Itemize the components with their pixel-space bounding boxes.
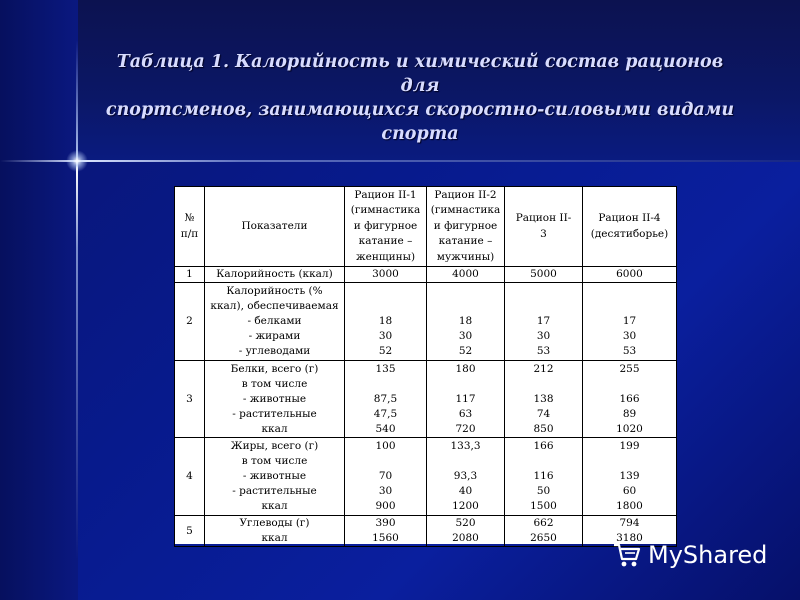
table-row [175, 438, 677, 516]
cell-ration-2: 133,3 93,3 40 1200 [427, 438, 505, 516]
row-label: Углеводы (г) ккал [205, 516, 345, 547]
title-line-1: Таблица 1. Калорийность и химический состав рационов для [116, 52, 724, 96]
cell-ration-4: 794 3180 [583, 516, 677, 547]
cell-ration-3: 5000 [505, 267, 583, 283]
cell-ration-2: 18 30 52 [427, 283, 505, 361]
cell-ration-3: 212 138 74 850 [505, 361, 583, 438]
logo-text: MyShared [648, 541, 768, 569]
row-number: 3 [175, 361, 205, 438]
row-label: Калорийность (% ккал), обеспечиваемая - белками - жирами - углеводами [205, 283, 345, 361]
cell-ration-1: 3000 [345, 267, 427, 283]
header-ration-2: Рацион II-2 (гимнастика и фигурное катание – мужчины) [427, 187, 505, 267]
myshared-logo[interactable] [612, 537, 767, 573]
cell-ration-1: 135 87,5 47,5 540 [345, 361, 427, 438]
cell-ration-2: 520 2080 [427, 516, 505, 547]
cell-ration-1: 390 1560 [345, 516, 427, 547]
header-ration-1: Рацион II-1 (гимнастика и фигурное катание – женщины) [345, 187, 427, 267]
header-ration-3: Рацион II- 3 [505, 187, 583, 267]
cell-ration-4: 17 30 53 [583, 283, 677, 361]
row-label: Белки, всего (г) в том числе - животные - растительные ккал [205, 361, 345, 438]
sparkle-vertical [76, 40, 78, 560]
cell-ration-4: 199 139 60 1800 [583, 438, 677, 516]
row-number: 1 [175, 267, 205, 283]
row-number: 2 [175, 283, 205, 361]
cell-ration-3: 17 30 53 [505, 283, 583, 361]
cell-ration-3: 662 2650 [505, 516, 583, 547]
cell-ration-1: 18 30 52 [345, 283, 427, 361]
row-label: Калорийность (ккал) [205, 267, 345, 283]
cell-ration-1: 100 70 30 900 [345, 438, 427, 516]
table-row [175, 516, 677, 547]
cell-ration-2: 180 117 63 720 [427, 361, 505, 438]
sparkle-horizontal [0, 160, 800, 162]
table-row [175, 361, 677, 438]
row-number: 4 [175, 438, 205, 516]
sparkle-star-icon [66, 150, 88, 172]
cell-ration-2: 4000 [427, 267, 505, 283]
left-decoration [0, 0, 78, 600]
header-number: № п/п [175, 187, 205, 267]
table-row [175, 283, 677, 361]
cell-ration-3: 166 116 50 1500 [505, 438, 583, 516]
table-header-row [175, 187, 677, 267]
table-row [175, 267, 677, 283]
header-indicator: Показатели [205, 187, 345, 267]
ration-table [174, 186, 677, 547]
row-label: Жиры, всего (г) в том числе - животные - растительные ккал [205, 438, 345, 516]
cell-ration-4: 255 166 89 1020 [583, 361, 677, 438]
title-line-2: спортсменов, занимающихся скоростно-силовыми видами [105, 100, 735, 120]
ration-table-container [174, 186, 676, 544]
title-line-3: спорта [381, 124, 459, 144]
row-number: 5 [175, 516, 205, 547]
header-ration-4: Рацион II-4 (десятиборье) [583, 187, 677, 267]
shopping-cart-icon [612, 541, 642, 569]
slide-title [100, 50, 740, 146]
cell-ration-4: 6000 [583, 267, 677, 283]
